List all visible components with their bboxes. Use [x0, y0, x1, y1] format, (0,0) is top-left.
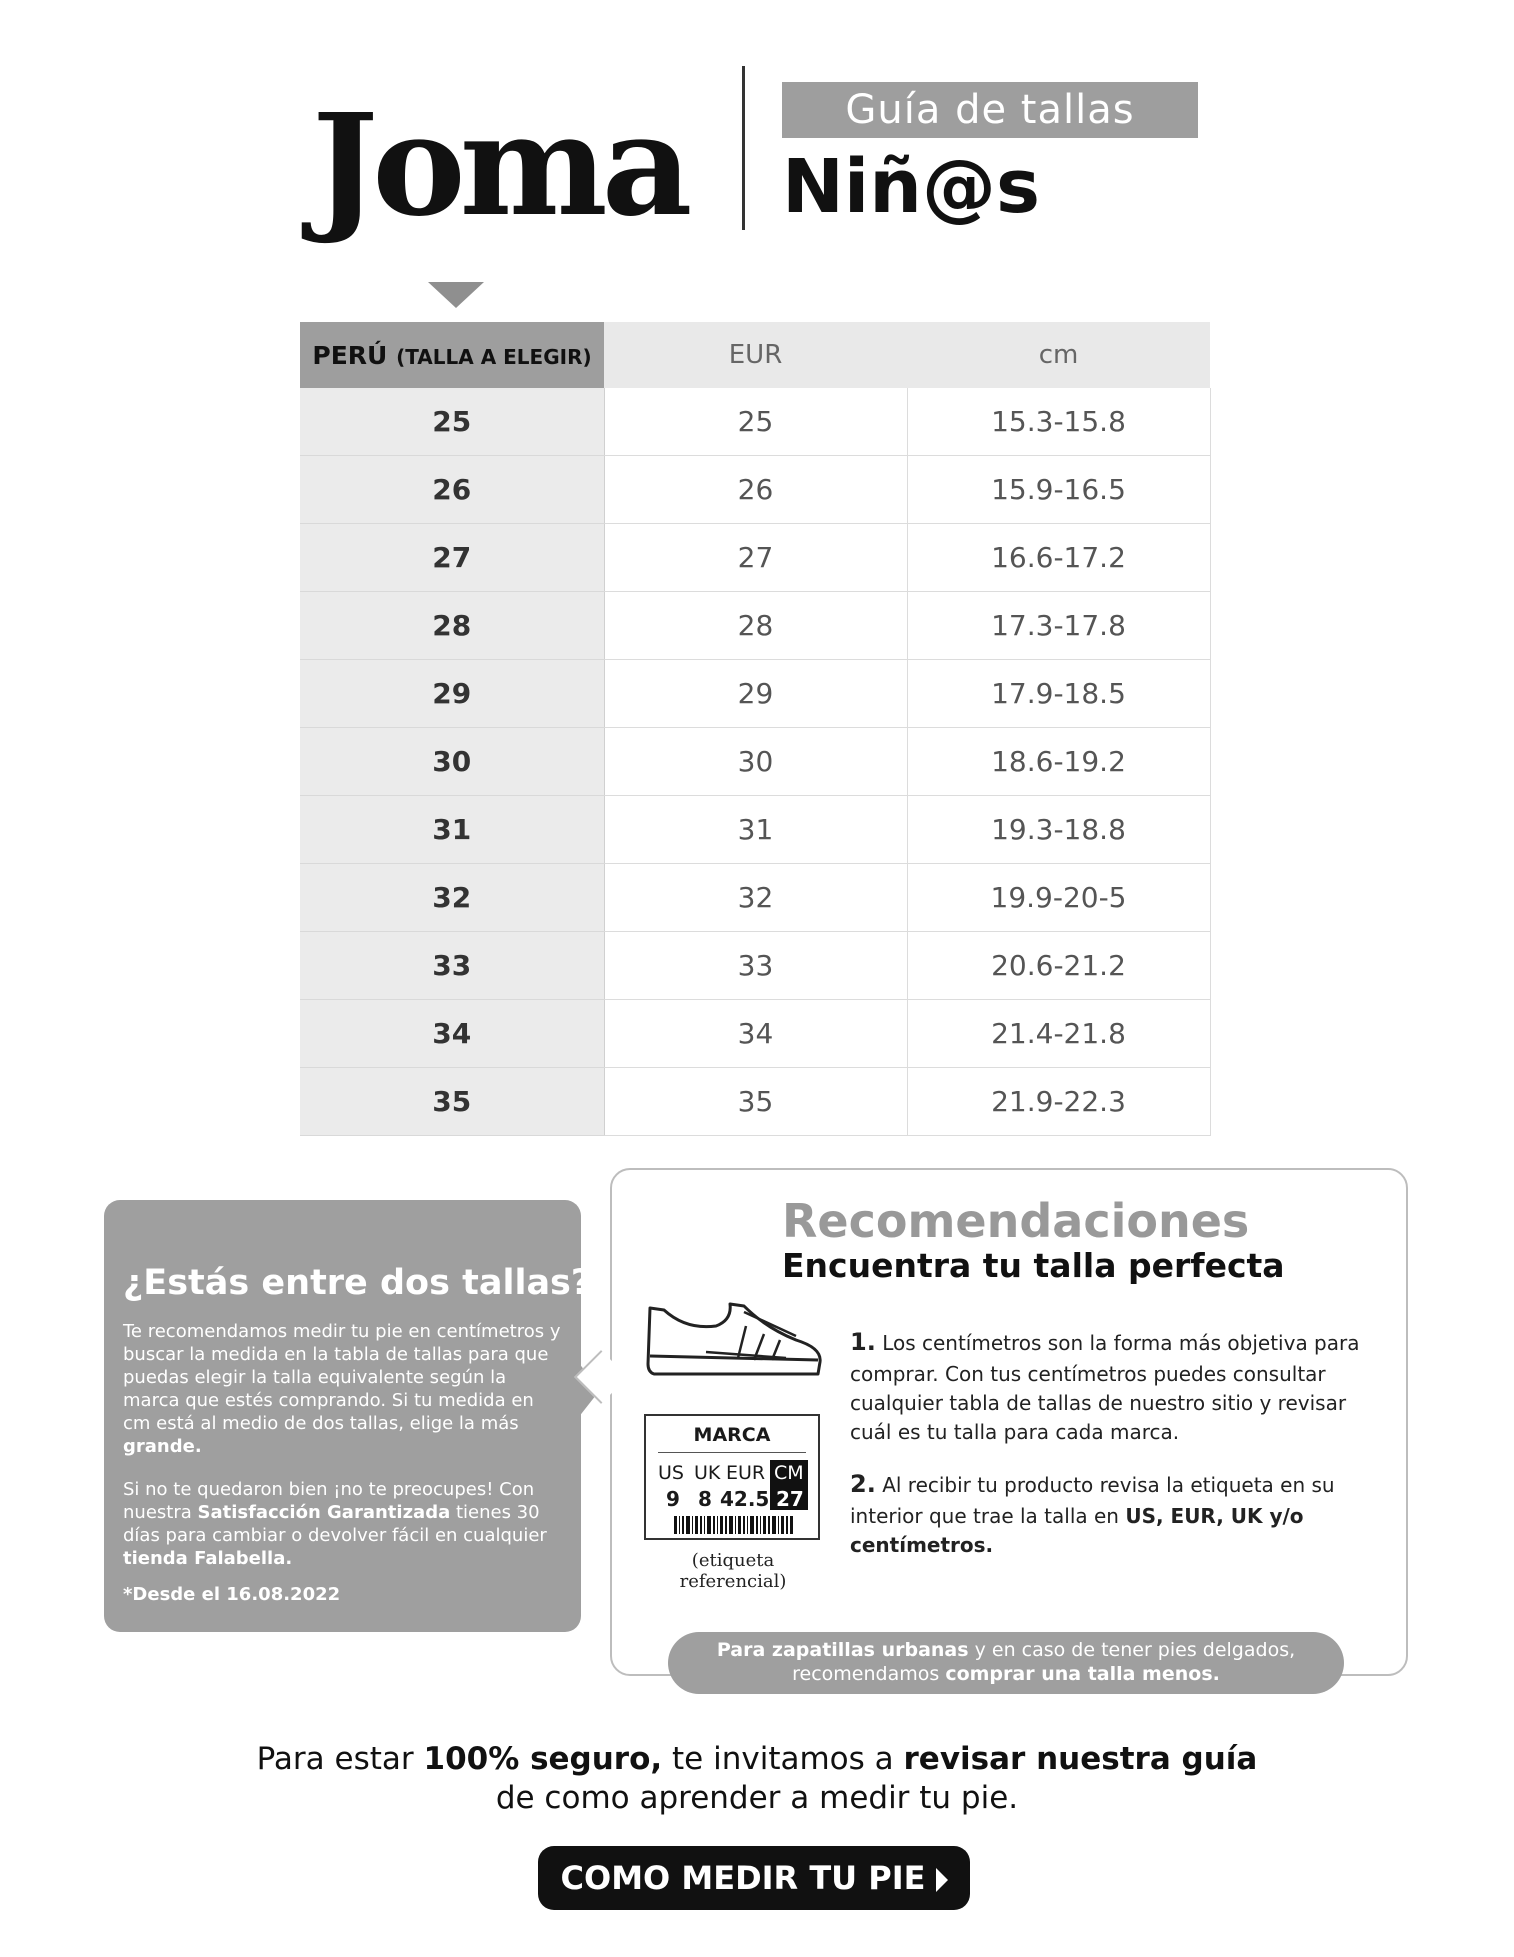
label-uk-value: 8 [698, 1487, 712, 1511]
header-eur: EUR [604, 322, 907, 388]
table-row [300, 1000, 1210, 1068]
guide-subtitle: Niñ@s [782, 144, 1041, 230]
label-brand: MARCA [693, 1424, 771, 1446]
peru-cell: 28 [300, 592, 604, 660]
cm-cell: 16.6-17.2 [907, 524, 1210, 592]
peru-cell: 32 [300, 864, 604, 932]
eur-cell: 29 [604, 660, 907, 728]
eur-cell: 35 [604, 1068, 907, 1136]
play-arrow-icon [936, 1868, 948, 1892]
tip-p1-bold: grande. [123, 1436, 202, 1458]
recommendation-item-1 [850, 1325, 1370, 1447]
urban-note-line-1 [668, 1639, 1344, 1663]
footer-invitation [0, 1740, 1514, 1818]
table-row [300, 796, 1210, 864]
eur-cell: 27 [604, 524, 907, 592]
tip-p2-a: Si no te quedaron bien ¡no te preocupes! Con nuestra [123, 1479, 535, 1524]
table-header-row [300, 322, 1210, 388]
tip-paragraph-1 [123, 1320, 563, 1458]
urban-note-text-1: y en caso de tener pies delgados, [974, 1639, 1296, 1662]
rec-item-2-text: Al recibir tu producto revisa la etiqueta en su interior que trae la talla en [850, 1473, 1335, 1528]
cm-cell: 15.3-15.8 [907, 388, 1210, 456]
size-label-example [644, 1414, 820, 1540]
eur-cell: 32 [604, 864, 907, 932]
eur-cell: 34 [604, 1000, 907, 1068]
peru-cell: 35 [300, 1068, 604, 1136]
urban-note-text-2: recomendamos [792, 1663, 940, 1685]
table-row [300, 864, 1210, 932]
label-divider [658, 1452, 806, 1453]
peru-cell: 34 [300, 1000, 604, 1068]
label-cm-value: 27 [776, 1487, 804, 1511]
label-us-header: US [658, 1462, 684, 1484]
label-eur-value: 42.5 [720, 1487, 770, 1511]
label-uk-header: UK [694, 1462, 721, 1484]
guide-title-box: Guía de tallas [782, 82, 1198, 138]
tip-paragraph-2 [123, 1478, 563, 1570]
header-cm: cm [907, 322, 1210, 388]
table-row [300, 660, 1210, 728]
label-caption: (etiqueta referencial) [679, 1550, 787, 1592]
down-arrow-icon [428, 282, 484, 308]
eur-cell: 33 [604, 932, 907, 1000]
peru-cell: 31 [300, 796, 604, 864]
table-row [300, 728, 1210, 796]
urban-note-line-2 [668, 1663, 1344, 1687]
recommendation-item-2 [850, 1467, 1370, 1560]
sneaker-icon [646, 1300, 824, 1378]
tip-title: ¿Estás entre dos tallas? [123, 1263, 592, 1303]
how-to-measure-button[interactable] [538, 1846, 970, 1910]
eur-cell: 28 [604, 592, 907, 660]
table-row [300, 524, 1210, 592]
rec-item-2-number: 2. [850, 1470, 876, 1498]
footer-text-a: Para estar [256, 1741, 414, 1777]
tip-p2-bold1: Satisfacción Garantizada [197, 1502, 451, 1524]
urban-sneakers-note [668, 1632, 1344, 1694]
footer-line-1 [0, 1740, 1514, 1779]
cm-cell: 20.6-21.2 [907, 932, 1210, 1000]
footer-line-2: de como aprender a medir tu pie. [495, 1779, 1019, 1816]
rec-item-1-text: Los centímetros son la forma más objetiva para comprar. Con tus centímetros puedes consultar cualquier tabla de tallas de nuestro sitio y revisar cuál es tu talla para cada marca. [850, 1331, 1360, 1444]
table-row [300, 592, 1210, 660]
header-divider [742, 66, 745, 230]
cm-cell: 18.6-19.2 [907, 728, 1210, 796]
label-us-value: 9 [666, 1487, 680, 1511]
cm-cell: 21.9-22.3 [907, 1068, 1210, 1136]
eur-cell: 25 [604, 388, 907, 456]
peru-cell: 33 [300, 932, 604, 1000]
recommendations-subtitle: Encuentra tu talla perfecta [782, 1246, 1285, 1285]
table-row [300, 388, 1210, 456]
table-row [300, 456, 1210, 524]
eur-cell: 26 [604, 456, 907, 524]
label-eur-header: EUR [726, 1462, 766, 1484]
cm-cell: 19.3-18.8 [907, 796, 1210, 864]
peru-cell: 27 [300, 524, 604, 592]
peru-cell: 26 [300, 456, 604, 524]
cm-cell: 19.9-20-5 [907, 864, 1210, 932]
peru-cell: 30 [300, 728, 604, 796]
footer-text-b: te invitamos a [672, 1741, 894, 1777]
header-peru-note: (TALLA A ELEGIR) [396, 344, 592, 369]
cm-cell: 17.3-17.8 [907, 592, 1210, 660]
cta-label: COMO MEDIR TU PIE [560, 1859, 926, 1897]
cm-cell: 21.4-21.8 [907, 1000, 1210, 1068]
urban-note-bold-2: comprar una talla menos. [945, 1663, 1220, 1685]
tip-p2-b: tienes 30 días para cambiar o devolver fácil en cualquier [123, 1502, 547, 1547]
eur-cell: 30 [604, 728, 907, 796]
peru-cell: 25 [300, 388, 604, 456]
header-peru [300, 322, 604, 388]
tip-p2-bold2: tienda Falabella. [123, 1548, 293, 1570]
peru-cell: 29 [300, 660, 604, 728]
footer-bold-2: revisar nuestra guía [903, 1741, 1258, 1777]
brand-logo: Joma [312, 84, 687, 248]
rec-item-1-number: 1. [850, 1328, 876, 1356]
table-body [300, 388, 1210, 1136]
footer-bold-1: 100% seguro, [423, 1741, 663, 1777]
rec-item-2-bold: US, EUR, UK y/o centímetros. [850, 1503, 1304, 1557]
cm-cell: 15.9-16.5 [907, 456, 1210, 524]
barcode-icon [674, 1516, 794, 1534]
cm-cell: 17.9-18.5 [907, 660, 1210, 728]
eur-cell: 31 [604, 796, 907, 864]
tip-date-note: *Desde el 16.08.2022 [123, 1584, 341, 1606]
table-row [300, 932, 1210, 1000]
label-cm-header: CM [774, 1462, 804, 1484]
urban-note-bold-1: Para zapatillas urbanas [716, 1639, 969, 1662]
size-table [300, 322, 1211, 1136]
recommendations-title: Recomendaciones [782, 1194, 1250, 1248]
two-sizes-tip-card [104, 1200, 592, 1632]
table-row [300, 1068, 1210, 1136]
tip-p1-text: Te recomendamos medir tu pie en centímetros y buscar la medida en la tabla de tallas para que puedas elegir la talla equivalente según la marca que estés comprando. Si tu medida en cm está al medio de dos tallas, elige la más [123, 1321, 561, 1435]
header-peru-label: PERÚ [312, 340, 388, 370]
